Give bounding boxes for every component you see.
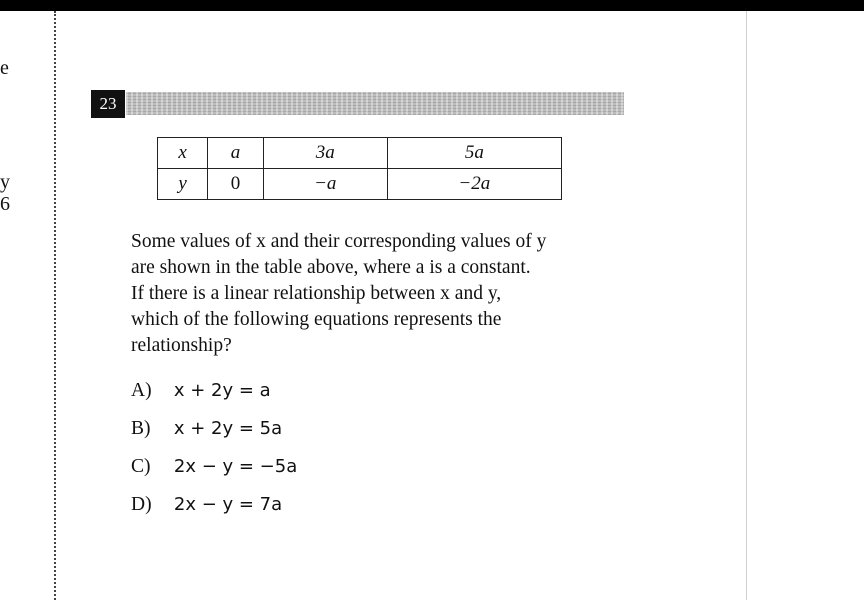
table-cell: a (208, 138, 264, 169)
margin-fragment: 6 (0, 193, 10, 215)
values-table (157, 137, 562, 200)
choice-letter: A) (131, 380, 152, 401)
table-cell: x (158, 138, 208, 169)
margin-fragment: e (0, 57, 9, 79)
table-row (158, 169, 562, 200)
table-cell: 3a (263, 138, 387, 169)
stem-line: If there is a linear relationship between x and y, (131, 283, 502, 304)
dotted-margin-rule (54, 11, 56, 600)
question-number-box (91, 90, 125, 118)
choice-b[interactable] (131, 416, 297, 454)
table-row (158, 138, 562, 169)
choice-letter: C) (131, 456, 151, 477)
table-cell: y (158, 169, 208, 200)
choice-letter: D) (131, 494, 152, 515)
table-cell: 5a (387, 138, 561, 169)
stem-line: relationship? (131, 335, 232, 356)
choice-text: 2x − y = 7a (173, 494, 283, 515)
choice-text: x + 2y = 5a (173, 418, 283, 439)
top-black-bar (0, 0, 864, 11)
stem-line: Some values of x and their corresponding values of y (131, 231, 547, 252)
question-header-band (126, 92, 624, 115)
table-cell: −a (263, 169, 387, 200)
page-edge-line (746, 11, 747, 600)
choice-d[interactable] (131, 492, 297, 530)
choice-letter: B) (131, 418, 151, 439)
question-number: 23 (99, 94, 117, 113)
margin-fragment: y (0, 171, 10, 193)
choice-text: 2x − y = −5a (173, 456, 298, 477)
choice-c[interactable] (131, 454, 297, 492)
stem-line: are shown in the table above, where a is a constant. (131, 257, 531, 278)
answer-choices (131, 378, 297, 530)
table-cell: 0 (208, 169, 264, 200)
choice-a[interactable] (131, 378, 297, 416)
question-stem (131, 229, 651, 359)
stem-line: which of the following equations represents the (131, 309, 502, 330)
table-cell: −2a (387, 169, 561, 200)
choice-text: x + 2y = a (173, 380, 271, 401)
